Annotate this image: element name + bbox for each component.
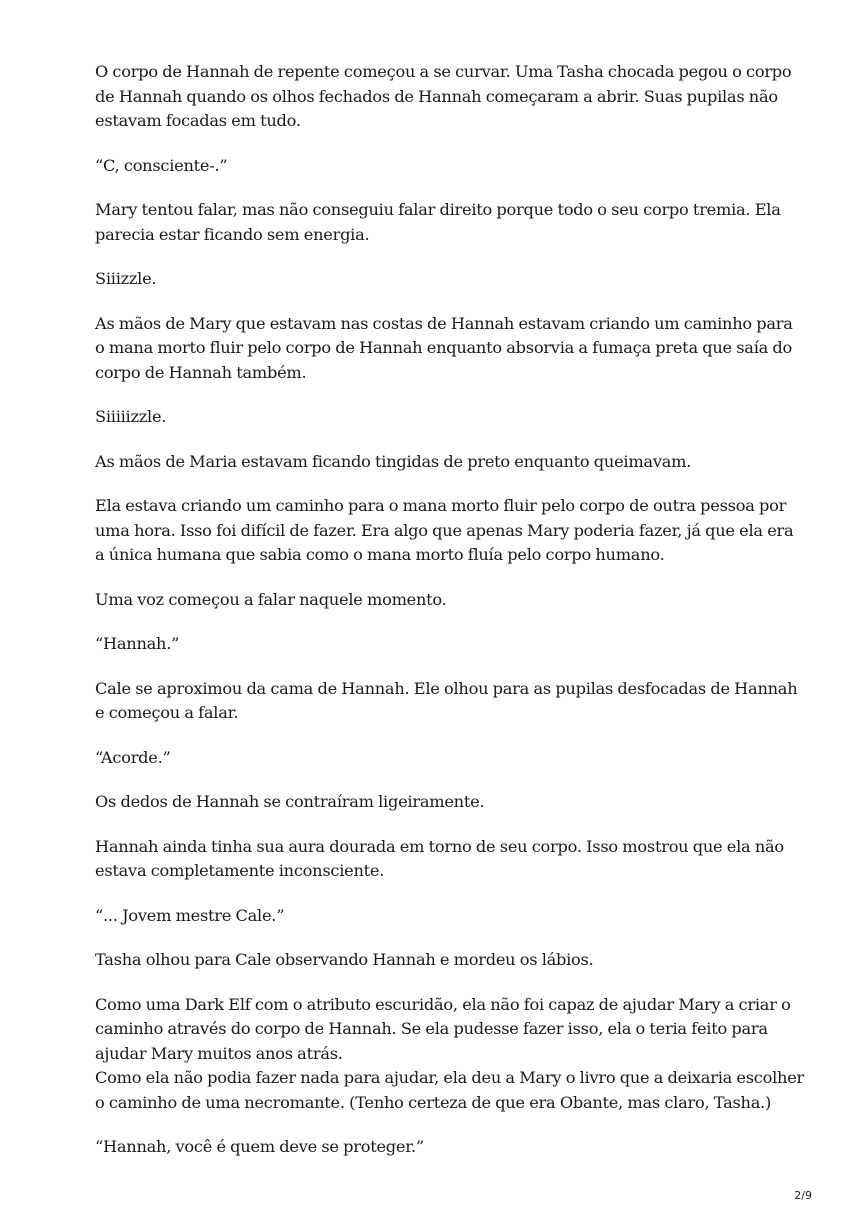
paragraph-5	[95, 312, 795, 386]
text-line: “C, consciente-.”	[95, 155, 228, 175]
text-line: Como ela não podia fazer nada para ajudar, ela deu a Mary o livro que a deixaria escolher	[95, 1068, 805, 1087]
paragraph-1	[95, 60, 795, 134]
document-body	[95, 60, 805, 1180]
paragraph-10	[95, 632, 795, 657]
text-line: As mãos de Maria estavam ficando tingidas de preto enquanto queimavam.	[95, 451, 692, 471]
text-line: caminho através do corpo de Hannah. Se ela pudesse fazer isso, ela o teria feito para	[95, 1019, 768, 1038]
paragraph-11	[95, 677, 798, 726]
text-line: Cale se aproximou da cama de Hannah. Ele olhou para as pupilas desfocadas de Hannah	[95, 678, 798, 698]
paragraph-8	[95, 494, 795, 568]
text-line: estavam focadas em tudo.	[95, 111, 301, 130]
paragraph-7	[95, 450, 795, 475]
text-line: Ela estava criando um caminho para o mana morto fluir pelo corpo de outra pessoa por	[95, 496, 787, 515]
paragraph-3	[95, 198, 795, 247]
text-line: “Acorde.”	[95, 747, 171, 767]
text-line: corpo de Hannah também.	[95, 362, 307, 382]
paragraph-15	[95, 904, 795, 929]
text-line: o mana morto fluir pelo corpo de Hannah enquanto absorvia a fumaça preta que saía do	[95, 338, 793, 357]
text-line: e começou a falar.	[95, 703, 239, 722]
paragraph-17	[95, 993, 795, 1067]
paragraph-18	[95, 1066, 805, 1115]
text-line: “... Jovem mestre Cale.”	[95, 905, 285, 925]
text-line: a única humana que sabia como o mana morto fluía pelo corpo humano.	[95, 545, 665, 564]
text-line: O corpo de Hannah de repente começou a se curvar. Uma Tasha chocada pegou o corpo	[95, 62, 792, 81]
text-line: Uma voz começou a falar naquele momento.	[95, 589, 447, 609]
text-line: “Hannah.”	[95, 634, 180, 653]
text-line: Siiiiizzle.	[95, 407, 167, 426]
text-line: parecia estar ficando sem energia.	[95, 224, 370, 244]
paragraph-16	[95, 948, 795, 973]
text-line: de Hannah quando os olhos fechados de Hannah começaram a abrir. Suas pupilas não	[95, 86, 778, 106]
paragraph-12	[95, 746, 795, 771]
text-line: uma hora. Isso foi difícil de fazer. Era algo que apenas Mary poderia fazer, já que ela era	[95, 520, 794, 540]
text-line: estava completamente inconsciente.	[95, 861, 385, 880]
paragraph-4	[95, 267, 795, 292]
paragraph-6	[95, 405, 795, 430]
text-line: As mãos de Mary que estavam nas costas de Hannah estavam criando um caminho para	[95, 313, 793, 333]
text-line: Como uma Dark Elf com o atributo escuridão, ela não foi capaz de ajudar Mary a criar o	[95, 994, 791, 1014]
text-line: ajudar Mary muitos anos atrás.	[95, 1043, 343, 1063]
text-line: o caminho de uma necromante. (Tenho certeza de que era Obante, mas claro, Tasha.)	[95, 1092, 772, 1112]
paragraph-9	[95, 588, 795, 613]
page-number: 2/9	[794, 1189, 812, 1202]
text-line: Hannah ainda tinha sua aura dourada em torno de seu corpo. Isso mostrou que ela não	[95, 836, 784, 856]
paragraph-14	[95, 835, 795, 884]
paragraph-2	[95, 154, 795, 179]
text-line: “Hannah, você é quem deve se proteger.”	[95, 1137, 424, 1156]
text-line: Mary tentou falar, mas não conseguiu falar direito porque todo o seu corpo tremia. Ela	[95, 200, 781, 219]
text-line: Siiizzle.	[95, 269, 157, 288]
text-line: Tasha olhou para Cale observando Hannah e mordeu os lábios.	[95, 950, 594, 969]
text-line: Os dedos de Hannah se contraíram ligeiramente.	[95, 792, 485, 811]
paragraph-19	[95, 1135, 795, 1160]
paragraph-13	[95, 790, 795, 815]
